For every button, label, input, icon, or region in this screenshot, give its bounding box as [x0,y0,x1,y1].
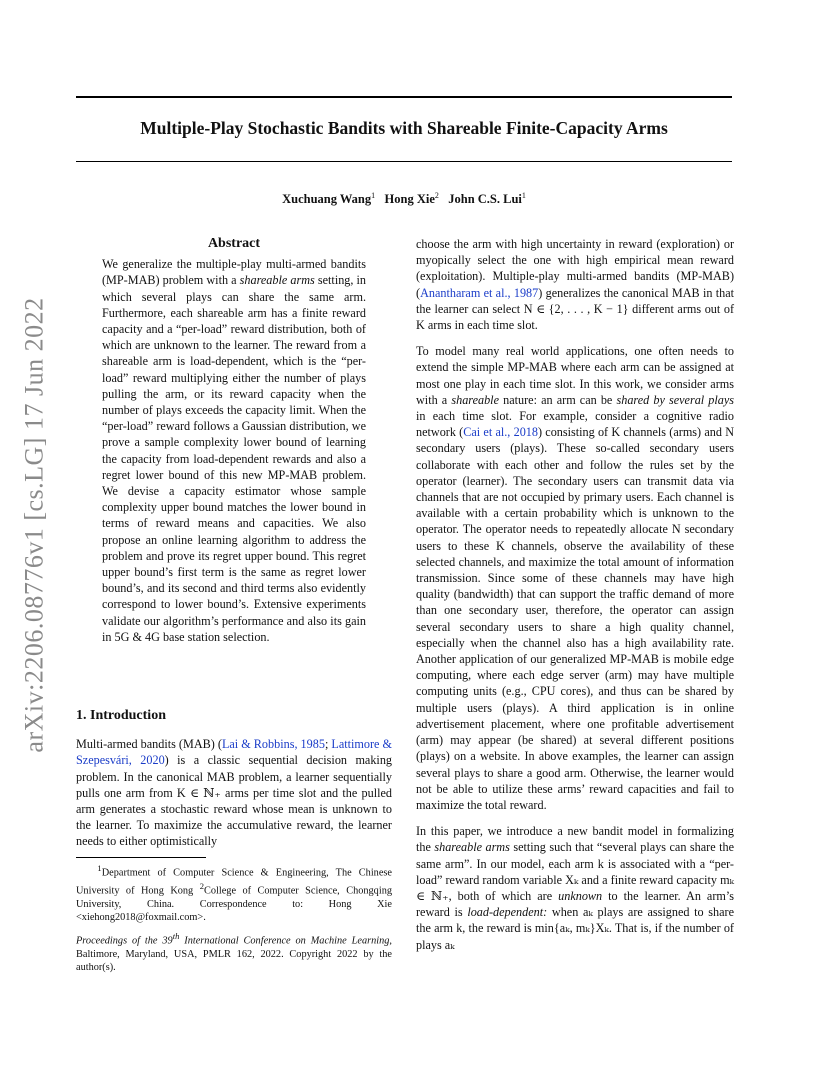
author-affiliation: 1 [521,191,526,200]
citation-link[interactable]: Anantharam et al., 1987 [420,285,539,300]
author-list [76,191,732,207]
proceedings-note: Proceedings of the 39th International Conference on Machine Learning, Baltimore, Maryland, USA, PMLR 162, 2022. Copyright 2022 by the author(s). [76,931,392,974]
citation-link[interactable]: Cai et al., 2018 [463,425,538,440]
author-name: Xuchuang Wang [282,192,372,207]
citation-link[interactable]: Lattimore & Szepesvári, 2020 [76,737,392,768]
abstract-section [102,236,366,655]
title-rule-top [76,96,732,98]
intro-paragraph: Multi-armed bandits (MAB) (Lai & Robbins, 1985; Lattimore & Szepesvári, 2020) is a classic sequential decision making problem. In the canonical MAB problem, a learner sequentially pulls one arm from K ∈ ℕ₊ arms per time slot and the pulled arm generates a stochastic reward whose mean is unknown to the learner. To maximize the accumulative reward, the learner needs to either optimistically [76,737,393,849]
author-affiliation: 2 [434,191,439,200]
author-affiliation: 1 [371,191,376,200]
footnote: $^1$Department of Computer Science & Engineering, The Chinese University of Hong Kong $^2$College of Computer Science, Chongqing University, China. Correspondence to: Hong Xie <xiehong2018@foxmail.com>. [76,863,392,924]
right-column [416,236,734,963]
abstract-heading: Abstract [207,236,261,251]
author-name: Hong Xie [384,192,435,207]
paper-title: Multiple-Play Stochastic Bandits with Shareable Finite-Capacity Arms [140,118,668,138]
body-paragraph: To model many real world applications, one often needs to extend the simple MP-MAB where each arm can be assigned at most one play in each time slot. In this work, we consider arms with a shareable nature: an arm can be shared by several plays in each time slot. For example, consider a cognitive radio network (Cai et al., 2018) consisting of K channels (arms) and N secondary users (plays). These so-called secondary users collaborate with each other and follow the rules set by the operator (learner). The secondary users can transmit data via channels that are not occupied by primary users. Each channel is available with a certain probability which is unknown to the operator. The operator needs to repeatedly allocate N secondary users to these K channels, observe the availability of these selected channels, and maximize the total amount of information transmission. Since some of these channels may have high quality (bandwidth) that can support the traffic demand of more than one secondary user, therefore, the operator can assign several secondary users to share a high quality channel, especially when the channel also has a high availability rate. Another application of our generalized MP-MAB is mobile edge computing, where each edge server (arm) may have multiple computing units (e.g., CPU cores), and thus can be shared by multiple users (plays). A third application is in online advertisement placement, where one profitable advertisement (arm) may appear (be shared) at several different positions (plays) on a website. In above examples, the learner can assign several plays to share a good arm. Otherwise, the learner would not be able to utilize these arms’ reward capacities and fail to maximize the total reward. [416,344,735,812]
title-rule-bottom [76,161,732,162]
citation-link[interactable]: Lai & Robbins, 1985 [221,737,325,752]
body-paragraph: choose the arm with high uncertainty in reward (exploration) or myopically select the one with high empirical mean reward (exploitation). Multiple-play multi-armed bandits (MP-MAB) (Anantharam et al., 1987) generalizes the canonical MAB in that the learner can select N ∈ {2, . . . , K − 1} different arms out of K arms in each time slot. [416,237,734,333]
arxiv-stamp [18,290,52,760]
introduction-section [76,708,392,860]
arxiv-identifier: arXiv:2206.08776v1 [cs.LG] 17 Jun 2022 [20,297,49,753]
footnote-separator [76,857,206,858]
abstract-text: We generalize the multiple-play multi-armed bandits (MP-MAB) problem with a shareable arms setting, in which several plays can share the same arm. Furthermore, each shareable arm has a finite reward capacity and a “per-load” reward distribution, both of which are unknown to the learner. The reward from a shareable arm is load-dependent, which is the “per-load” reward multiplying either the number of plays pulling the arm, or its reward capacity when the number of plays exceeds the capacity limit. When the “per-load” reward follows a Gaussian distribution, we prove a sample complexity lower bound of learning the capacity from load-dependent rewards and also a regret lower bound of this new MP-MAB problem. We devise a capacity estimator whose sample complexity upper bound matches the lower bound in terms of reward means and capacities. We also propose an online learning algorithm to address the problem and prove its regret upper bound. This regret upper bound’s first term is the same as regret lower bound’s, and its second and third terms also evidently correspond to lower bound’s. Extensive experiments validate our algorithm’s performance and also its gain in 5G & 4G base station selection. [102,257,367,644]
section-heading: 1. Introduction [76,708,166,723]
author-name: John C.S. Lui [448,192,522,207]
body-paragraph: In this paper, we introduce a new bandit model in formalizing the shareable arms setting such that “several plays can share the same arm”. In our model, each arm k is associated with a “per-load” reward random variable Xₖ and a finite reward capacity mₖ ∈ ℕ₊, both of which are unknown to the learner. An arm’s reward is load-dependent: when aₖ plays are assigned to share the arm k, the reward is min{aₖ, mₖ}Xₖ. That is, if the number of plays aₖ [416,824,735,952]
